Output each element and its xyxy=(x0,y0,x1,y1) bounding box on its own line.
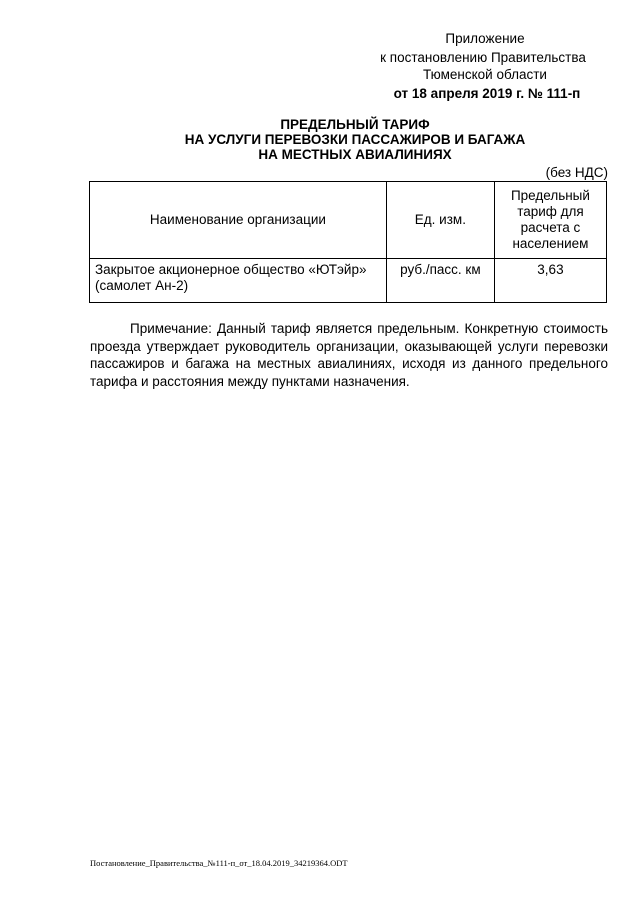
header-tariff-line: тариф для xyxy=(517,204,584,219)
table-row xyxy=(90,259,607,303)
title-line-2: НА УСЛУГИ ПЕРЕВОЗКИ ПАССАЖИРОВ И БАГАЖА xyxy=(184,132,526,147)
document-title xyxy=(90,117,620,162)
appendix-resolution-ref: к постановлению Правительства xyxy=(380,50,586,65)
tariff-table xyxy=(89,181,607,303)
organization-name-cell xyxy=(90,259,387,303)
note-paragraph: Примечание: Данный тариф является предельным. Конкретную стоимость проезда утверждает руководитель организации, оказывающей услуги перевозки пассажиров и багажа на местных авиалиниях, исходя из данного предельного тарифа и расстояния между пунктами назначения. xyxy=(90,321,608,389)
header-organization-name: Наименование организации xyxy=(90,182,387,259)
aircraft-type: (самолет Ан-2) xyxy=(95,278,189,293)
unit-cell: руб./пасс. км xyxy=(386,259,494,303)
header-tariff-line: Предельный xyxy=(510,188,590,203)
title-line-1: ПРЕДЕЛЬНЫЙ ТАРИФ xyxy=(280,117,430,132)
header-unit: Ед. изм. xyxy=(386,182,494,259)
appendix-label: Приложение xyxy=(445,31,525,46)
footer-filename: Постановление_Правительства_№111-п_от_18.04.2019_34219364.ODT xyxy=(90,858,348,868)
tariff-value-cell: 3,63 xyxy=(494,259,606,303)
organization-name: Закрытое акционерное общество «ЮТэйр» xyxy=(95,262,367,277)
appendix-region: Тюменской области xyxy=(423,67,547,82)
title-line-3: НА МЕСТНЫХ АВИАЛИНИЯХ xyxy=(258,147,452,162)
appendix-date-number: от 18 апреля 2019 г. № 111-п xyxy=(393,86,581,101)
header-tariff xyxy=(494,182,606,259)
header-tariff-line: расчета с xyxy=(520,220,581,235)
header-tariff-line: населением xyxy=(512,236,589,251)
table-header-row xyxy=(90,182,607,259)
vat-note: (без НДС) xyxy=(545,165,608,180)
